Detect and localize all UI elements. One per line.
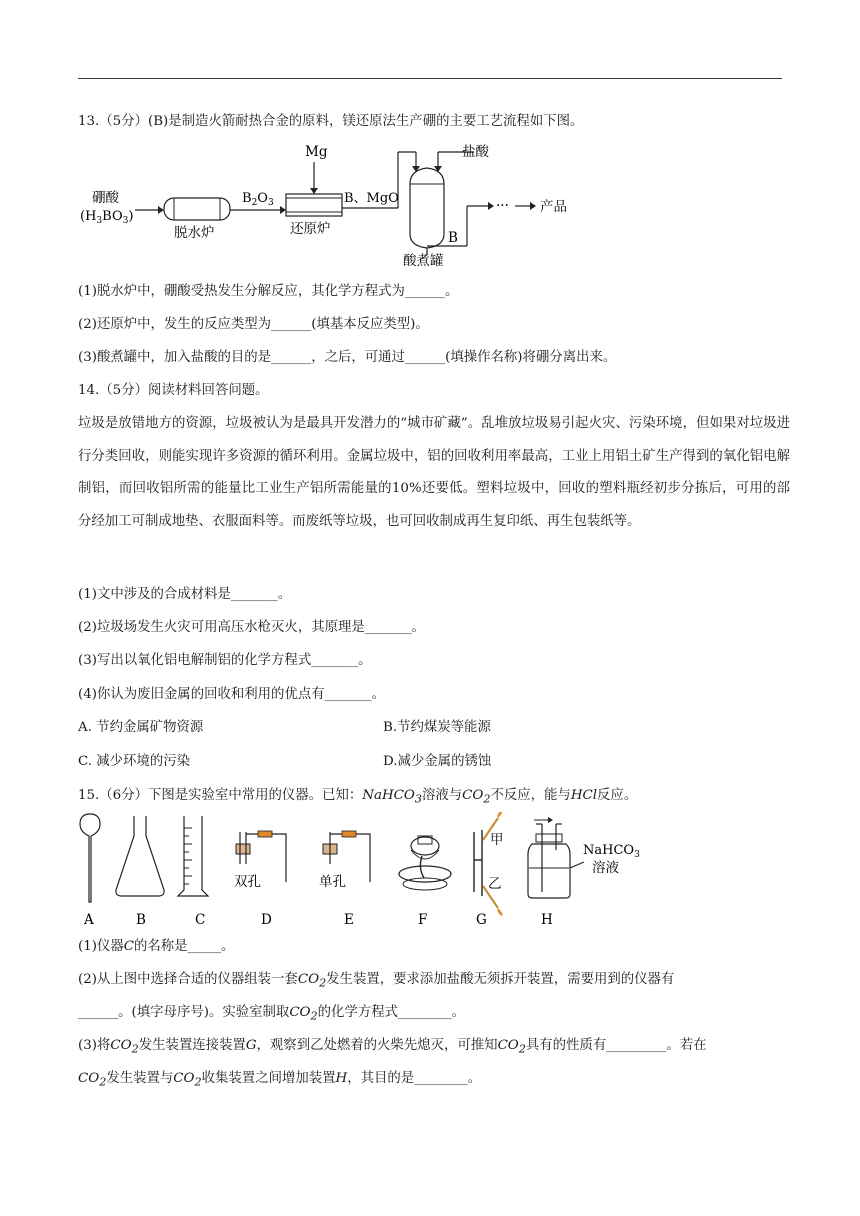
yi-label: 乙	[488, 876, 502, 892]
solution-label: 溶液	[592, 860, 619, 876]
q15-sub2-line2: ______。(填字母序号)。实验室制取$CO_2$的化学方程式________。	[78, 1005, 465, 1023]
q13-sub1: (1)脱水炉中，硼酸受热发生分解反应，其化学方程式为______。	[78, 284, 459, 299]
apparatus-b-label: B	[136, 912, 146, 928]
apparatus-e-label: E	[344, 912, 354, 928]
q15-sub3-line2: $CO_2$发生装置与$CO_2$收集装置之间增加装置H，其目的是________。	[78, 1071, 482, 1089]
mg-label: Mg	[305, 144, 328, 160]
q14-option-d: D.减少金属的锈蚀	[383, 754, 492, 769]
acid-tank-label: 酸煮罐	[403, 253, 444, 269]
b2o3-label: $B_2O_3$	[242, 191, 274, 208]
b-output-label: B	[448, 230, 458, 246]
apparatus-g-burning-matches	[474, 812, 503, 916]
dehydrator-label: 脱水炉	[174, 225, 215, 241]
q13-sub2: (2)还原炉中，发生的反应类型为______(填基本反应类型)。	[78, 317, 429, 332]
q15-sub3-line1: (3)将$CO_2$发生装置连接装置G，观察到乙处燃着的火柴先熄灭，可推知$CO_2$具有的性质有_________。若在	[78, 1038, 707, 1056]
reducer-label: 还原炉	[290, 221, 331, 237]
apparatus-h-label: H	[541, 912, 553, 928]
apparatus-h-gas-wash-bottle	[528, 817, 584, 898]
apparatus-f-label: F	[418, 912, 428, 928]
apparatus-f-alcohol-lamp	[399, 836, 451, 890]
acid-boiling-tank	[410, 168, 444, 248]
b-mgo-label: B、MgO	[344, 191, 399, 206]
q15-sub1: (1)仪器C的名称是_____。	[78, 939, 235, 954]
q14-sub4: (4)你认为废旧金属的回收和利用的优点有_______。	[78, 687, 385, 702]
q14-option-a: A. 节约金属矿物资源	[78, 720, 204, 735]
hcl-label: 盐酸	[462, 144, 489, 160]
jia-label: 甲	[490, 832, 504, 848]
apparatus-b-conical-flask	[116, 816, 164, 896]
double-hole-label: 双孔	[234, 874, 261, 890]
q15-apparatus-figure	[78, 812, 678, 932]
apparatus-c-graduated-cylinder	[178, 816, 208, 896]
q15-sub2-line1: (2)从上图中选择合适的仪器组装一套$CO_2$发生装置，要求添加盐酸无须拆开装置，需要用到的仪器有	[78, 972, 675, 990]
nahco3-label: NaHCO$_3$	[583, 843, 640, 860]
apparatus-a-label: A	[84, 912, 94, 928]
single-hole-label: 单孔	[319, 874, 346, 890]
q14-option-b: B.节约煤炭等能源	[383, 720, 491, 735]
q14-stem: 14.（5分）阅读材料回答问题。	[78, 383, 269, 398]
q14-sub3: (3)写出以氧化铝电解制铝的化学方程式_______。	[78, 653, 372, 668]
apparatus-c-label: C	[195, 912, 206, 928]
apparatus-a-long-neck-funnel	[80, 814, 100, 902]
q14-sub1: (1)文中涉及的合成材料是_______。	[78, 587, 292, 602]
q14-option-c: C. 减少环境的污染	[78, 754, 191, 769]
q13-stem: 13.（5分）(B)是制造火箭耐热合金的原料，镁还原法生产硼的主要工艺流程如下图。	[78, 114, 584, 129]
dots-label: ···	[496, 198, 509, 214]
q14-sub2: (2)垃圾场发生火灾可用高压水枪灭火，其原理是_______。	[78, 620, 426, 635]
header-rule	[78, 78, 782, 79]
reduction-furnace	[286, 194, 342, 216]
raw-material-label: 硼酸	[92, 190, 119, 206]
q14-passage: 垃圾是放错地方的资源，垃圾被认为是最具开发潜力的“城市矿藏”。乱堆放垃圾易引起火灾、污染环境，但如果对垃圾进行分类回收，则能实现许多资源的循环利用。金属垃圾中，铝的回收利用率最高，工业上用铝土矿生产得到的氧化铝电解制铝，而回收铝所需的能量比工业生产铝所需能量的10%还要低。塑料垃圾中，回收的塑料瓶经初步分拣后，可用的部分经加工可制成地垫、衣服面料等。而废纸等垃圾，也可回收制成再生复印纸、再生包装纸等。	[78, 416, 790, 530]
product-label: 产品	[540, 199, 567, 215]
q13-flow-diagram	[78, 138, 598, 270]
q15-stem: 15.（6分）下图是实验室中常用的仪器。已知：NaHCO$_3$溶液与$CO_2$不反应，能与HCl反应。	[78, 788, 638, 806]
apparatus-d-label: D	[261, 912, 272, 928]
q13-sub3: (3)酸煮罐中，加入盐酸的目的是______，之后，可通过______(填操作名称)将硼分离出来。	[78, 350, 617, 365]
raw-material-formula: $(H_3BO_3)$	[80, 209, 134, 226]
apparatus-g-label: G	[476, 912, 487, 928]
